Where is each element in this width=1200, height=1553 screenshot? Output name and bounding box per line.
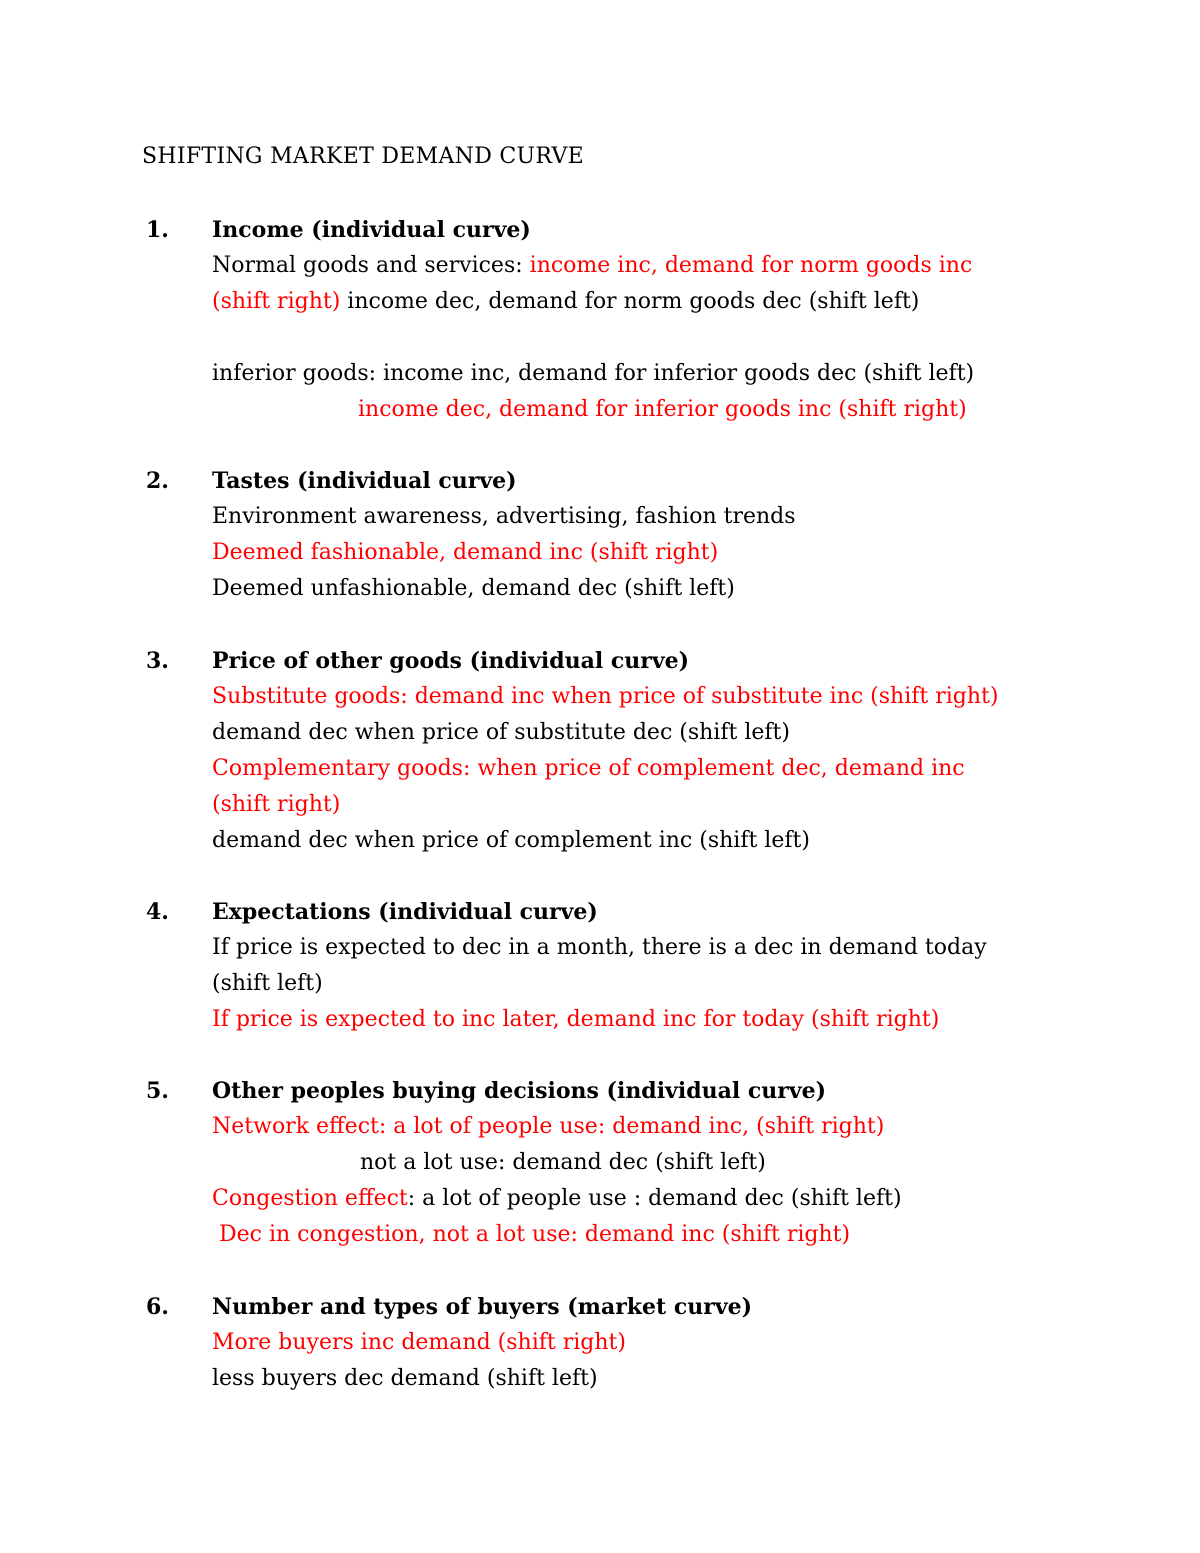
text-segment: demand dec when price of substitute dec (shift left) bbox=[212, 720, 790, 745]
section-6-heading: Number and types of buyers (market curve) bbox=[212, 1294, 753, 1320]
section-5-line-4 bbox=[219, 1220, 850, 1250]
text-segment: demand dec when price of complement inc (shift left) bbox=[212, 828, 810, 853]
text-segment: income inc, demand for norm goods inc bbox=[529, 253, 973, 278]
section-1-line-4 bbox=[358, 395, 967, 425]
section-5-heading: Other peoples buying decisions (individual curve) bbox=[212, 1078, 827, 1104]
text-segment: Dec in congestion, not a lot use: demand inc (shift right) bbox=[219, 1222, 851, 1247]
text-segment: Network effect: a lot of people use: demand inc, (shift right) bbox=[212, 1114, 885, 1139]
text-segment: less buyers dec demand (shift left) bbox=[212, 1366, 598, 1391]
text-segment: inferior goods: income inc, demand for inferior goods dec (shift left) bbox=[212, 361, 975, 386]
text-segment: (shift right) bbox=[212, 792, 341, 817]
section-5-number: 5. bbox=[146, 1078, 169, 1104]
section-1-line-2 bbox=[212, 287, 919, 317]
section-2-heading: Tastes (individual curve) bbox=[212, 468, 517, 494]
section-4-line-1 bbox=[212, 933, 987, 963]
section-1-number: 1. bbox=[146, 217, 169, 243]
section-3-line-1 bbox=[212, 682, 998, 712]
section-2-number: 2. bbox=[146, 468, 169, 494]
section-3-line-3 bbox=[212, 754, 965, 784]
section-5-line-1 bbox=[212, 1112, 884, 1142]
section-6-line-2 bbox=[212, 1364, 598, 1394]
text-segment: income dec, demand for inferior goods inc (shift right) bbox=[358, 397, 967, 422]
text-segment: (shift left) bbox=[212, 971, 323, 996]
text-segment: Normal goods and services: bbox=[212, 253, 530, 278]
section-3-line-2 bbox=[212, 718, 790, 748]
section-3-line-5 bbox=[212, 826, 810, 856]
section-2-line-1 bbox=[212, 502, 796, 532]
text-segment: income dec, demand for norm goods dec (shift left) bbox=[340, 289, 920, 314]
text-segment: More buyers inc demand (shift right) bbox=[212, 1330, 626, 1355]
text-segment: (shift right) bbox=[212, 289, 341, 314]
section-5-line-2 bbox=[360, 1148, 766, 1178]
section-3-heading: Price of other goods (individual curve) bbox=[212, 648, 690, 674]
section-1-heading: Income (individual curve) bbox=[212, 217, 531, 243]
document-title: SHIFTING MARKET DEMAND CURVE bbox=[142, 144, 585, 169]
section-2-line-2 bbox=[212, 538, 718, 568]
section-5-line-3 bbox=[212, 1184, 902, 1214]
section-2-line-3 bbox=[212, 574, 735, 604]
text-segment: Deemed fashionable, demand inc (shift right) bbox=[212, 540, 719, 565]
text-segment: Congestion effect bbox=[212, 1186, 408, 1211]
section-4-line-2 bbox=[212, 969, 323, 999]
section-1-line-1 bbox=[212, 251, 972, 281]
section-3-line-4 bbox=[212, 790, 340, 820]
section-6-line-1 bbox=[212, 1328, 626, 1358]
text-segment: If price is expected to inc later, demand inc for today (shift right) bbox=[212, 1007, 940, 1032]
text-segment: Deemed unfashionable, demand dec (shift left) bbox=[212, 576, 735, 601]
section-4-line-3 bbox=[212, 1005, 939, 1035]
section-6-number: 6. bbox=[146, 1294, 169, 1320]
section-4-number: 4. bbox=[146, 899, 169, 925]
text-segment: Substitute goods: demand inc when price of substitute inc (shift right) bbox=[212, 684, 999, 709]
section-1-line-3 bbox=[212, 359, 974, 389]
text-segment: Complementary goods: when price of complement dec, demand inc bbox=[212, 756, 965, 781]
section-4-heading: Expectations (individual curve) bbox=[212, 899, 598, 925]
text-segment: If price is expected to dec in a month, there is a dec in demand today bbox=[212, 935, 987, 960]
text-segment: not a lot use: demand dec (shift left) bbox=[360, 1150, 766, 1175]
section-3-number: 3. bbox=[146, 648, 169, 674]
text-segment: : a lot of people use : demand dec (shift left) bbox=[407, 1186, 902, 1211]
text-segment: Environment awareness, advertising, fashion trends bbox=[212, 504, 796, 529]
